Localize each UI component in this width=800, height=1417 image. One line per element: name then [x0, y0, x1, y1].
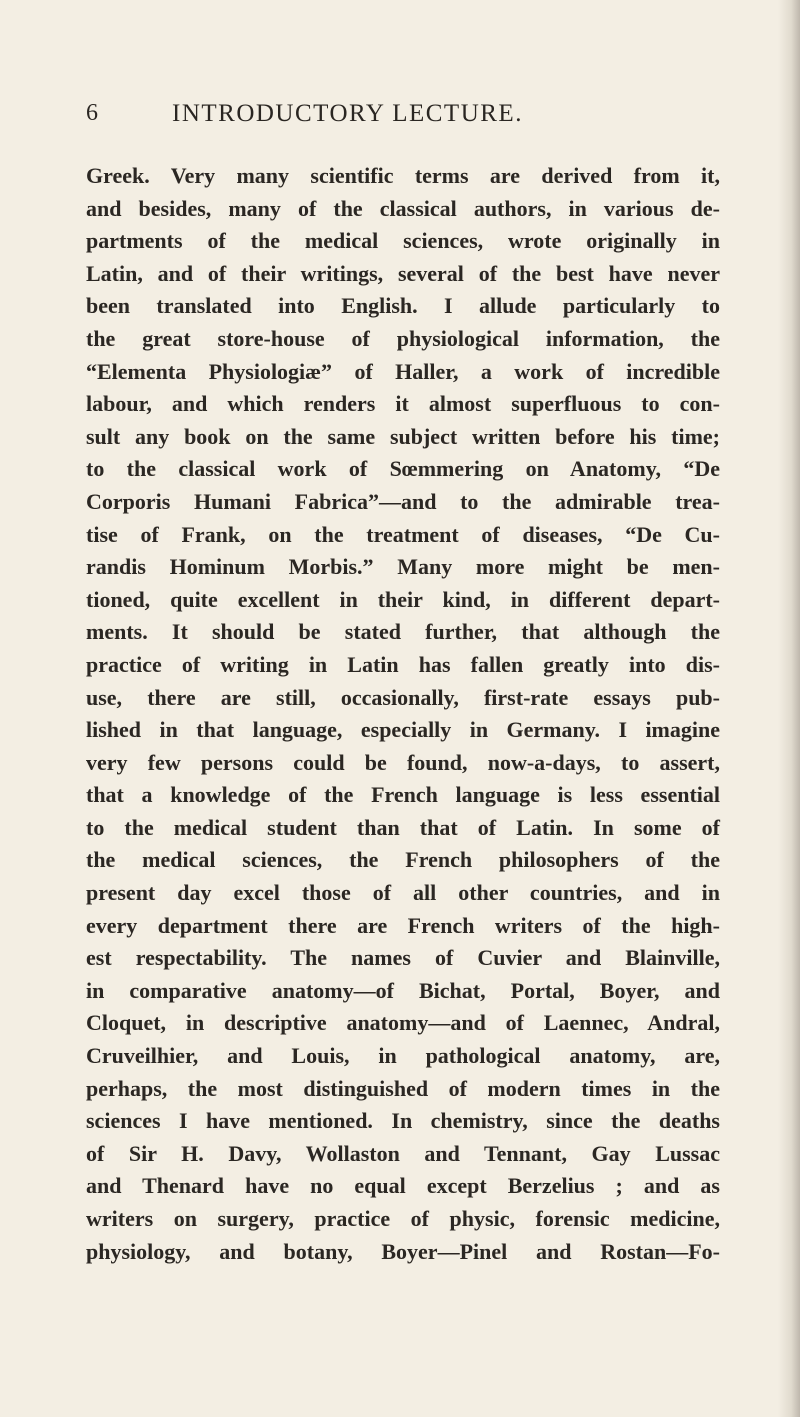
text-line: use, there are still, occasionally, first-rate essays pub-	[86, 684, 720, 710]
text-line: to the medical student than that of Latin. In some of	[86, 814, 720, 840]
page-header	[86, 100, 726, 140]
text-line: tise of Frank, on the treatment of diseases, “De Cu-	[86, 521, 720, 547]
text-line: labour, and which renders it almost superfluous to con-	[86, 391, 720, 417]
text-line: and besides, many of the classical authors, in various de-	[86, 195, 720, 221]
text-line: est respectability. The names of Cuvier and Blainville,	[86, 945, 720, 971]
text-line: very few persons could be found, now-a-days, to assert,	[86, 749, 720, 775]
text-line: every department there are French writers of the high-	[86, 912, 720, 938]
text-line: randis Hominum Morbis.” Many more might be men-	[86, 554, 720, 580]
text-line: partments of the medical sciences, wrote originally in	[86, 228, 720, 254]
text-line: Corporis Humani Fabrica”—and to the admirable trea-	[86, 488, 720, 514]
text-line: Cloquet, in descriptive anatomy—and of Laennec, Andral,	[86, 1010, 720, 1036]
text-line: physiology, and botany, Boyer—Pinel and Rostan—Fo-	[86, 1238, 720, 1264]
text-line: Greek. Very many scientific terms are derived from it,	[86, 163, 720, 188]
text-line: the great store-house of physiological information, the	[86, 325, 720, 351]
text-line: and Thenard have no equal except Berzelius ; and as	[86, 1173, 720, 1199]
text-line: to the classical work of Sœmmering on Anatomy, “De	[86, 456, 720, 482]
text-line: that a knowledge of the French language is less essential	[86, 782, 720, 808]
text-line: Cruveilhier, and Louis, in pathological anatomy, are,	[86, 1043, 720, 1069]
text-line: Latin, and of their writings, several of the best have never	[86, 260, 720, 286]
page-edge-shadow	[778, 0, 800, 1417]
text-line: present day excel those of all other countries, and in	[86, 880, 720, 906]
text-line: been translated into English. I allude particularly to	[86, 293, 720, 319]
text-line: the medical sciences, the French philosophers of the	[86, 847, 720, 873]
text-line: “Elementa Physiologiæ” of Haller, a work of incredible	[86, 358, 720, 384]
text-line: sult any book on the same subject written before his time;	[86, 423, 720, 449]
text-line: perhaps, the most distinguished of modern times in the	[86, 1075, 720, 1101]
text-line: of Sir H. Davy, Wollaston and Tennant, Gay Lussac	[86, 1140, 720, 1166]
text-line: ments. It should be stated further, that although the	[86, 619, 720, 645]
text-line: tioned, quite excellent in their kind, in different depart-	[86, 586, 720, 612]
text-line: practice of writing in Latin has fallen greatly into dis-	[86, 651, 720, 677]
body-text	[86, 160, 720, 1268]
text-line: sciences I have mentioned. In chemistry, since the deaths	[86, 1108, 720, 1134]
text-line: writers on surgery, practice of physic, forensic medicine,	[86, 1206, 720, 1231]
page-number: 6	[86, 100, 99, 126]
text-line: lished in that language, especially in Germany. I imagine	[86, 717, 720, 743]
running-head: INTRODUCTORY LECTURE.	[172, 100, 523, 127]
text-line: in comparative anatomy—of Bichat, Portal, Boyer, and	[86, 977, 720, 1003]
